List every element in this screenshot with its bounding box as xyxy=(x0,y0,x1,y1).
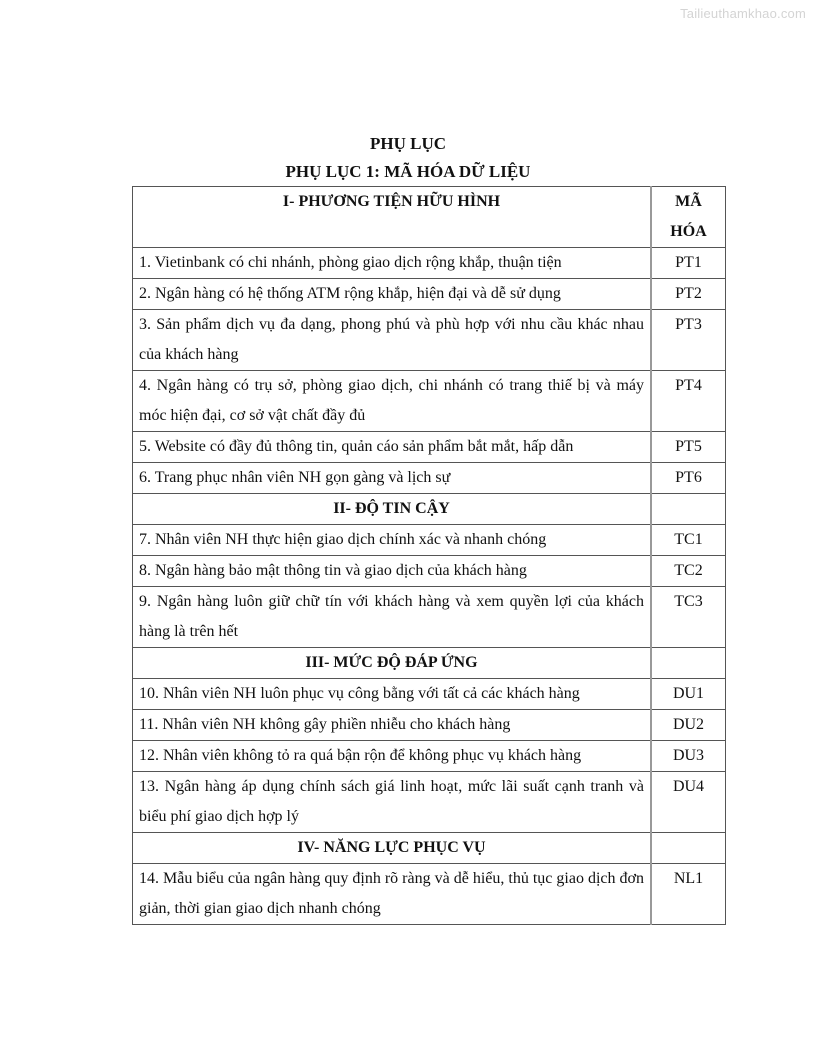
section-header-row xyxy=(133,648,726,679)
table-row xyxy=(133,587,726,648)
appendix-title: PHỤ LỤC 1: MÃ HÓA DỮ LIỆU xyxy=(285,162,531,181)
item-code: PT5 xyxy=(651,432,726,463)
code-header-line1: MÃ xyxy=(675,193,702,210)
item-text: 10. Nhân viên NH luôn phục vụ công bằng với tất cả các khách hàng xyxy=(133,679,652,710)
item-code: DU1 xyxy=(651,679,726,710)
item-text: 2. Ngân hàng có hệ thống ATM rộng khắp, hiện đại và dễ sử dụng xyxy=(133,279,652,310)
item-code: DU3 xyxy=(651,741,726,772)
item-text: 3. Sản phẩm dịch vụ đa dạng, phong phú và phù hợp với nhu cầu khác nhau của khách hàng xyxy=(133,310,652,371)
section-header-row xyxy=(133,494,726,525)
coding-table xyxy=(132,186,726,925)
table-row xyxy=(133,371,726,432)
section-heading: I- PHƯƠNG TIỆN HỮU HÌNH xyxy=(133,187,652,248)
table-row xyxy=(133,710,726,741)
item-code: DU2 xyxy=(651,710,726,741)
item-code: TC1 xyxy=(651,525,726,556)
table-row xyxy=(133,432,726,463)
item-text: 12. Nhân viên không tỏ ra quá bận rộn để không phục vụ khách hàng xyxy=(133,741,652,772)
item-code: NL1 xyxy=(651,864,726,925)
item-code: TC3 xyxy=(651,587,726,648)
section-heading: IV- NĂNG LỰC PHỤC VỤ xyxy=(133,833,652,864)
page-title: PHỤ LỤC xyxy=(369,134,447,153)
table-row xyxy=(133,463,726,494)
table-row xyxy=(133,310,726,371)
item-code: PT3 xyxy=(651,310,726,371)
table-row xyxy=(133,525,726,556)
item-text: 6. Trang phục nhân viên NH gọn gàng và lịch sự xyxy=(133,463,652,494)
item-text: 14. Mẫu biểu của ngân hàng quy định rõ ràng và dễ hiểu, thủ tục giao dịch đơn giản, thời gian giao dịch nhanh chóng xyxy=(133,864,652,925)
item-text: 8. Ngân hàng bảo mật thông tin và giao dịch của khách hàng xyxy=(133,556,652,587)
item-code: PT2 xyxy=(651,279,726,310)
table-row xyxy=(133,679,726,710)
item-text: 7. Nhân viên NH thực hiện giao dịch chính xác và nhanh chóng xyxy=(133,525,652,556)
empty-code-cell xyxy=(651,648,726,679)
item-text: 11. Nhân viên NH không gây phiền nhiễu cho khách hàng xyxy=(133,710,652,741)
item-code: TC2 xyxy=(651,556,726,587)
table-row xyxy=(133,772,726,833)
section-header-row xyxy=(133,833,726,864)
item-code: PT1 xyxy=(651,248,726,279)
item-code: PT6 xyxy=(651,463,726,494)
code-header-line2: HÓA xyxy=(670,223,707,240)
item-text: 9. Ngân hàng luôn giữ chữ tín với khách hàng và xem quyền lợi của khách hàng là trên hết xyxy=(133,587,652,648)
table-row xyxy=(133,864,726,925)
empty-code-cell xyxy=(651,494,726,525)
section-heading: III- MỨC ĐỘ ĐÁP ỨNG xyxy=(133,648,652,679)
item-text: 4. Ngân hàng có trụ sở, phòng giao dịch, chi nhánh có trang thiế bị và máy móc hiện đại, cơ sở vật chất đầy đủ xyxy=(133,371,652,432)
code-column-header xyxy=(651,187,726,248)
item-text: 1. Vietinbank có chi nhánh, phòng giao dịch rộng khắp, thuận tiện xyxy=(133,248,652,279)
table-row xyxy=(133,279,726,310)
item-code: DU4 xyxy=(651,772,726,833)
item-text: 5. Website có đầy đủ thông tin, quản cáo sản phẩm bắt mắt, hấp dẫn xyxy=(133,432,652,463)
watermark: Tailieuthamkhao.com xyxy=(680,6,806,21)
section-header-row xyxy=(133,187,726,248)
table-row xyxy=(133,248,726,279)
table-row xyxy=(133,556,726,587)
item-code: PT4 xyxy=(651,371,726,432)
section-heading: II- ĐỘ TIN CẬY xyxy=(133,494,652,525)
empty-code-cell xyxy=(651,833,726,864)
table-row xyxy=(133,741,726,772)
item-text: 13. Ngân hàng áp dụng chính sách giá linh hoạt, mức lãi suất cạnh tranh và biểu phí giao dịch hợp lý xyxy=(133,772,652,833)
